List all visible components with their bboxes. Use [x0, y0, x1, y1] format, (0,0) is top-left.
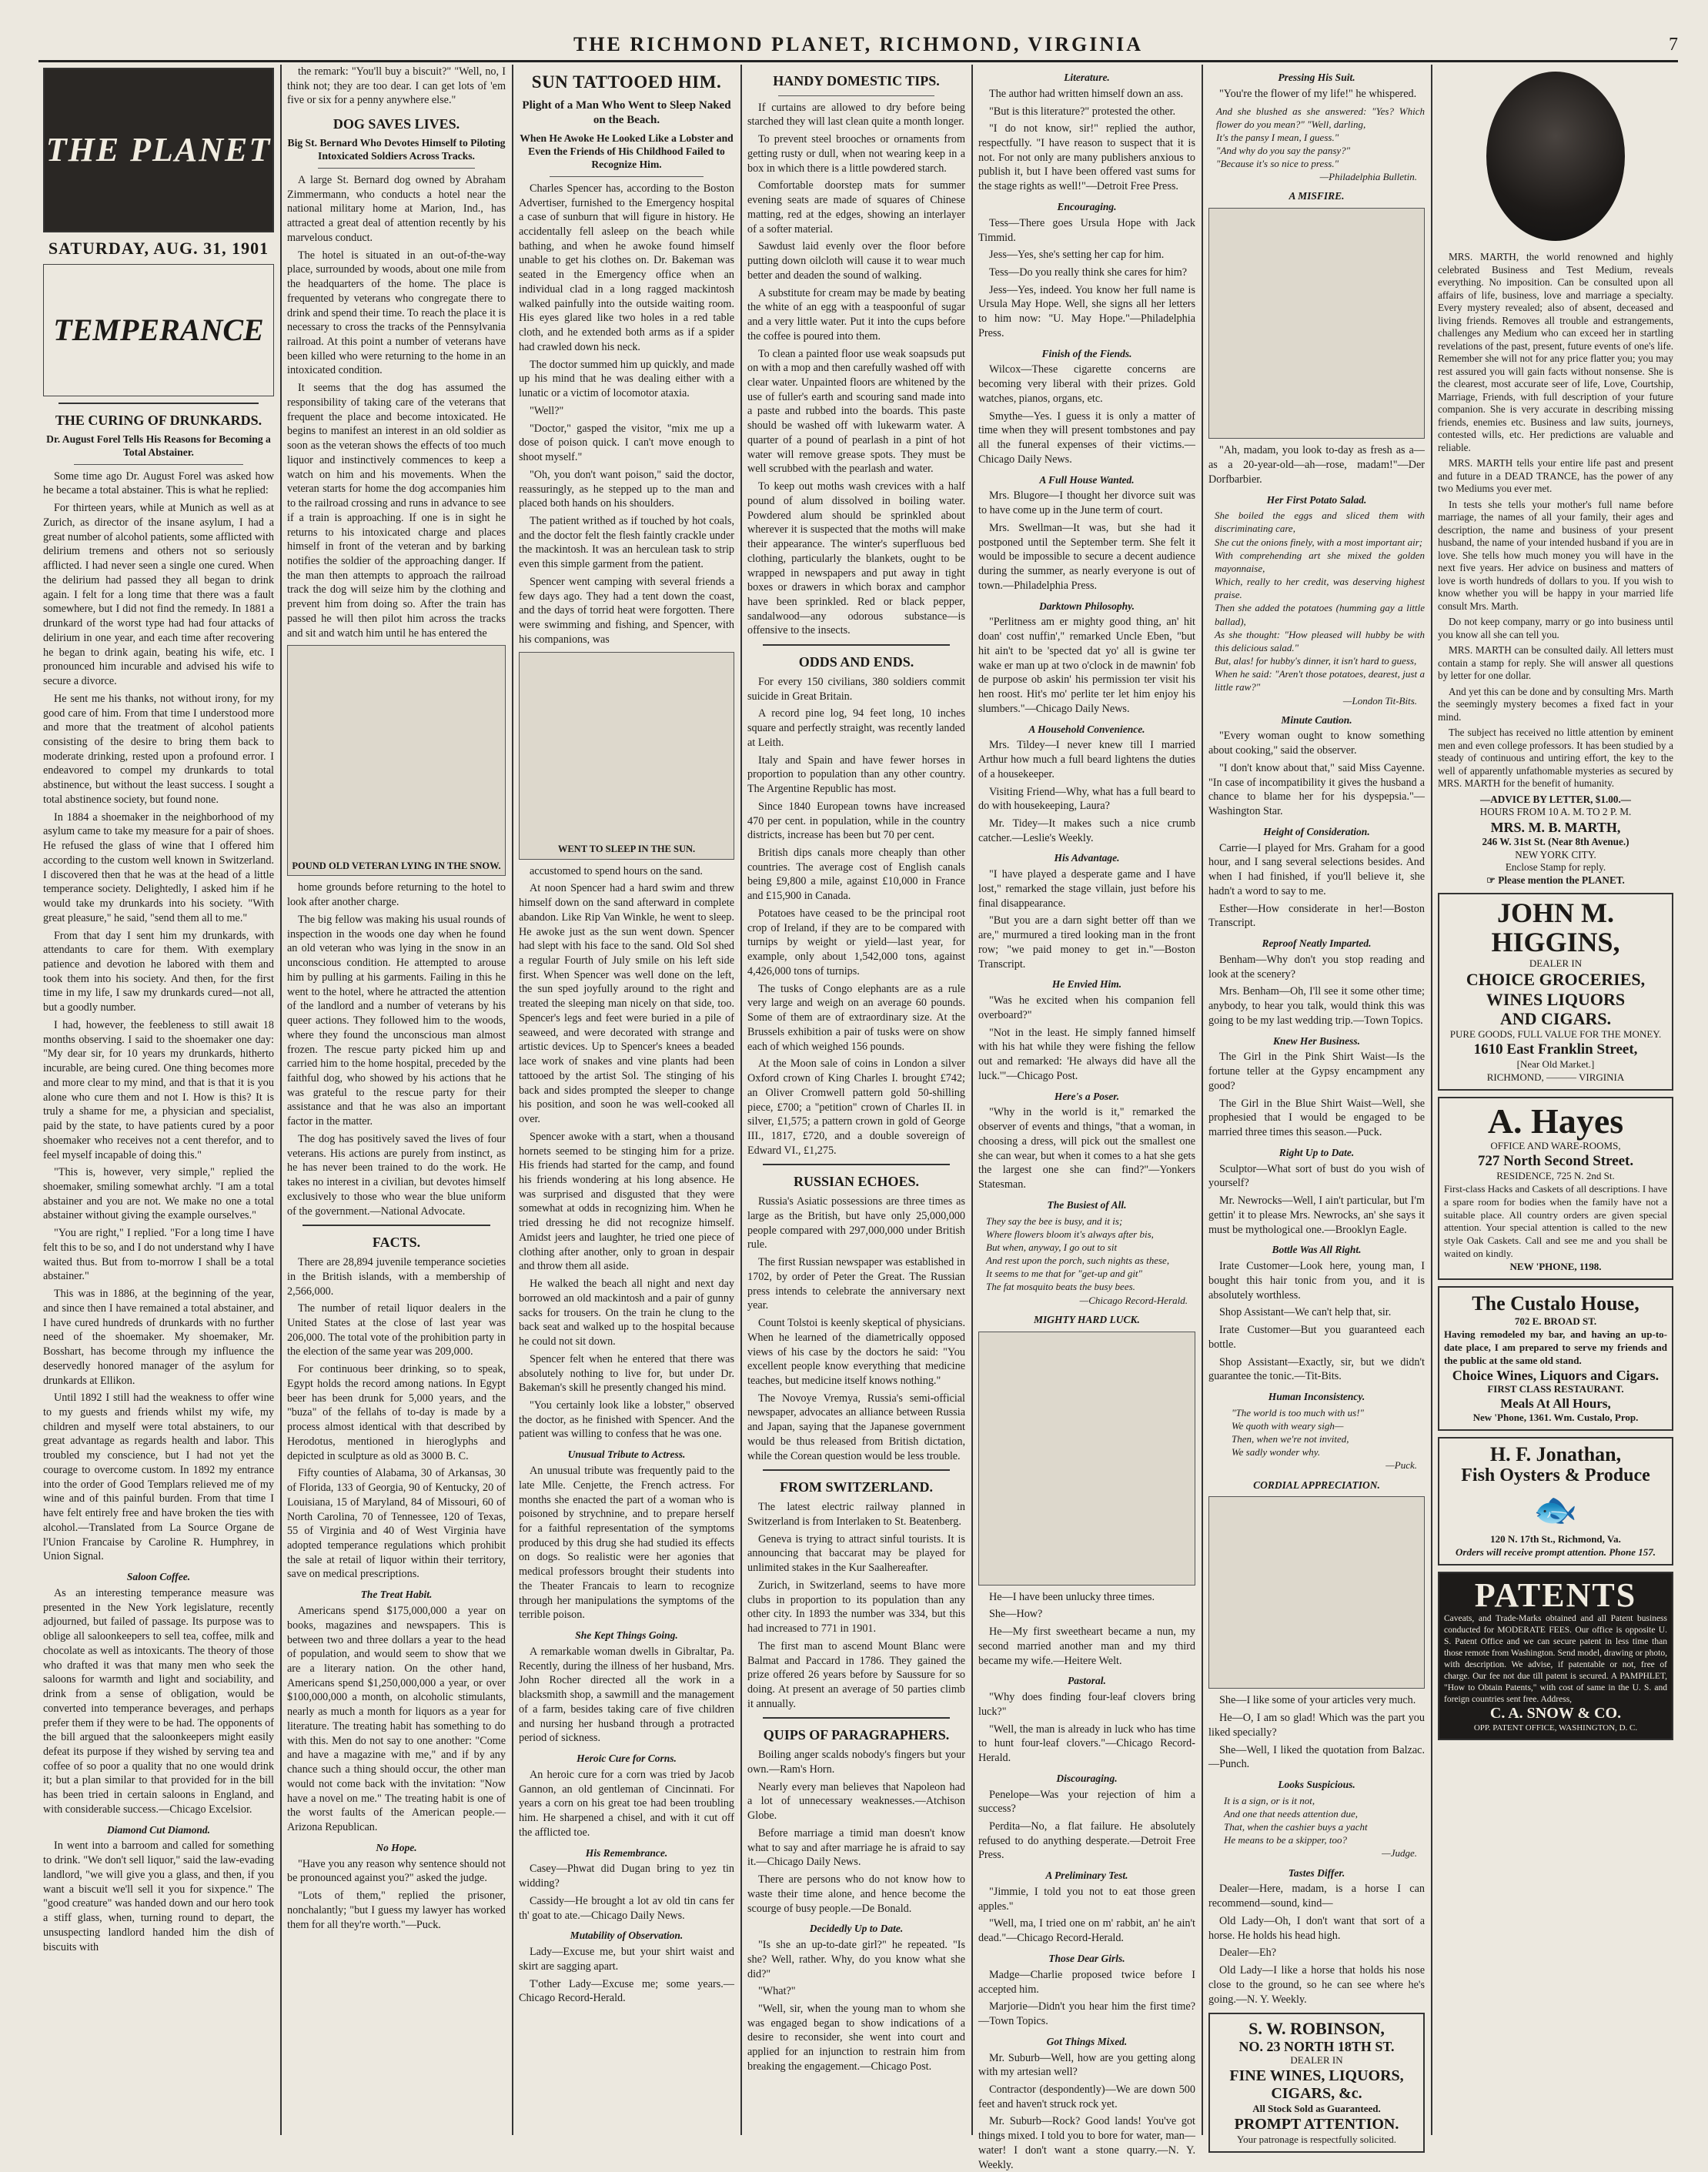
paragraph: To prevent steel brooches or ornaments from getting rusty or dull, when not wearing keep in a box in which there is a little powdered starch. — [747, 133, 965, 175]
illustration-caption: "Ah, madam, you look to-day as fresh as a—as a 20-year-old—ah—rose, madam!"—Der Dorfbarbier. — [1208, 444, 1425, 486]
section-heading: Human Inconsistency. — [1268, 1390, 1365, 1402]
paragraph: "I don't know about that," said Miss Cayenne. "In case of incompatibility it gives the husband a chance to blame her for his dyspepsia."—Washington Star. — [1208, 761, 1425, 818]
paragraph: She—Well, I liked the quotation from Balzac.—Punch. — [1208, 1743, 1425, 1771]
section-heading: Mutability of Observation. — [570, 1930, 684, 1942]
paragraph: A record pine log, 94 feet long, 10 inches square and perfectly straight, was recently landed at Leith. — [747, 707, 965, 749]
paragraph: The number of retail liquor dealers in the United States at the close of last year was 206,000. The total vote of the prohibition party in the election of the same year was 209,000. — [287, 1302, 506, 1358]
paragraph: Fifty counties of Alabama, 30 of Arkansas, 30 of Florida, 133 of Georgia, 90 of Kentucky, 20 of Louisiana, 15 of Maryland, 84 of Missouri, 60 of North Carolina, 70 of Tennessee, 120 of Texas, 55 of Virginia and 40 of West Virginia have adopted temperance regulations which prohibit the sale at retail of liquor within their territory, save on medical prescriptions. — [287, 1467, 506, 1581]
paragraph: The tusks of Congo elephants are as a rule very large and weigh on an average 60 pounds. Some of them are of extraordinary size. At the Brussels exhibition a pair of tusks were on show each of which weighed 156 pounds. — [747, 982, 965, 1053]
paragraph: Russia's Asiatic possessions are three times as large as the British, but have only 25,000,000 people compared with 297,000,000 under British rule. — [747, 1195, 965, 1251]
paragraph: Visiting Friend—Why, what has a full beard to do with housekeeping, Laura? — [978, 785, 1195, 813]
paragraph: Perdita—No, a flat failure. He absolutely refused to do anything desperate.—Detroit Free Press. — [978, 1820, 1195, 1862]
paragraph: "I have played a desperate game and I have lost," remarked the stage villain, just before his final disappearance. — [978, 868, 1195, 910]
paragraph: Some time ago Dr. August Forel was asked how he became a total abstainer. This is what he replied: — [43, 469, 274, 497]
paragraph: To clean a painted floor use weak soapsuds put on with a mop and then carefully washed off with clear water. Unpainted floors are whitened by the use of fuller's earth and scouring sand made into a paste and rubbed into the boards. This paste should be washed off with lukewarm water. A quarter of a pound of pearlash in a pint of hot water will remove grease spots. They must be well scrubbed with the pearlash and water. — [747, 347, 965, 476]
column-rule — [280, 65, 282, 2135]
section-heading: CORDIAL APPRECIATION. — [1253, 1479, 1380, 1491]
section-heading: Knew Her Business. — [1273, 1034, 1360, 1047]
paragraph: "Why does finding four-leaf clovers bring luck?" — [978, 1691, 1195, 1718]
paragraph: Geneva is trying to attract sinful tourists. It is announcing that baccarat may be played for unlimited stakes in the Kur Saalhereafter. — [747, 1532, 965, 1575]
section-heading: Here's a Poser. — [1054, 1090, 1120, 1102]
column-3 — [514, 65, 739, 2135]
paragraph: An heroic cure for a corn was tried by Jacob Gannon, an old gentleman of Cincinnati. For years a corn on his great toe had been troubling him. He sharpened a chisel, and with it cut off the afflicted toe. — [519, 1768, 734, 1839]
section-heading: RUSSIAN ECHOES. — [793, 1174, 920, 1190]
paragraph: The latest electric railway planned in Switzerland is from Interlaken to St. Beatenberg. — [747, 1501, 965, 1528]
paragraph: Comfortable doorstep mats for summer evening seats are made of squares of Chinese matting, red at the edges, showing an interlayer of a softer material. — [747, 179, 965, 236]
paragraph: MRS. MARTH, the world renowned and highly celebrated Business and Test Medium, reveals everything. No imposition. Can be consulted upon all affairs of life, business, love and marriage a specialty. Every mystery revealed; also of absent, deceased and living friends. Removes all trouble and estrangements, challenges any Medium who can exceed her in startling revelations of the past, present, future events of one's life. Remember she will not for any price flatter you; you may rest assured you will gain facts without nonsense. She is the clearest, most accurate seer of life, Love, Courtship, Marriage, Friends, with full description of your future companion. She is very accurate in describing missing friends, enemies etc. Business and law suits, journeys, contested wills, etc. Her predictions are valuable and reliable. — [1438, 251, 1673, 453]
article-subtitle: Big St. Bernard Who Devotes Himself to Piloting Intoxicated Soldiers Across Tracks. — [287, 136, 506, 162]
paragraph: The hotel is situated in an out-of-the-way place, surrounded by woods, about one mile from the headquarters of the home. The place is frequented by veterans who congregate there to drink and spend their time. To reach the place it is necessary to cross the tracks of the Pennsylvania railroad. At this point a number of veterans have been killed who were returning to the home in an intoxicated condition. — [287, 249, 506, 377]
column-2 — [282, 65, 510, 2135]
paragraph: "Not in the least. He simply fanned himself with his hat while they were fishing the fellow out and remarked: 'He always did have all the luck.'"—Chicago Post. — [978, 1026, 1195, 1082]
paragraph: T'other Lady—Excuse me; some years.—Chicago Record-Herald. — [519, 1977, 734, 2005]
paragraph: The subject has received no little attention by eminent men and even college professors. It has been studied by a steady of continuous and untiring effort, the key to the well of apparently unfathomable mysteries as secured by MRS. MARTH for the benefit of humanity. — [1438, 727, 1673, 789]
ad-patents: PATENTS Caveats, and Trade-Marks obtained and all Patent business conducted for MODERATE FEES. Our office is opposite U. S. Patent Office and we can secure patent in less time than those remote from Washington. Send model, drawing or photo, with description. We advise, if patentable or not, free of charge. Our fee not due till patent is secured. A PAMPHLET, "How to Obtain Patents," with cost of same in the U. S. and foreign countries sent free. Address, C. A. SNOW & CO. OPP. PATENT OFFICE, WASHINGTON, D. C. — [1438, 1572, 1673, 1740]
paragraph: home grounds before returning to the hotel to look after another charge. — [287, 881, 506, 909]
section-heading: Discouraging. — [1056, 1772, 1118, 1784]
paragraph: "Was he excited when his companion fell overboard?" — [978, 994, 1195, 1021]
paragraph: The first Russian newspaper was established in 1702, by order of Peter the Great. The Russian press intends to celebrate the anniversary next year. — [747, 1256, 965, 1312]
paragraph: The dog has positively saved the lives of four veterans. His actions are purely from instinct, as he has never been trained to do the work. He takes no interest in a civilian, but devotes himself exclusively to those who wear the blue uniform of the government.—National Advocate. — [287, 1132, 506, 1218]
paragraph: If curtains are allowed to dry before being starched they will last clean quite a month longer. — [747, 101, 965, 129]
paragraph: Before marriage a timid man doesn't know what to say and after marriage he is afraid to say it.—Chicago Daily News. — [747, 1826, 965, 1869]
paragraph: Old Lady—I like a horse that holds his nose close to the ground, so he can see where he's going.—N. Y. Weekly. — [1208, 1964, 1425, 2006]
paragraph: Boiling anger scalds nobody's fingers but your own.—Ram's Horn. — [747, 1749, 965, 1776]
paragraph: From that day I sent him my drunkards, with attendants to care for them. With exemplary patience and devotion he labored with them and took them into his society. And then, for the first time in my life, I saw my drunkards cured—not all, but a goodly number. — [43, 929, 274, 1014]
paragraph: Mrs. Tildey—I never knew till I married Arthur how much a full beard lightens the duties of a housekeeper. — [978, 739, 1195, 780]
ad-hayes: A. Hayes OFFICE AND WARE-ROOMS, 727 North Second Street. RESIDENCE, 725 N. 2nd St. First-class Hacks and Caskets of all descriptions. I have a spare room for bodies when the family have not a suitable place. All country orders are given special attention. Your special attention is called to the new style Oak Caskets. Call and see me and you shall be waited on kindly. NEW 'PHONE, 1198. — [1438, 1097, 1673, 1280]
paragraph: Madge—Charlie proposed twice before I accepted him. — [978, 1968, 1195, 1996]
paragraph: "Jimmie, I told you not to eat those green apples." — [978, 1886, 1195, 1913]
paragraph: "Why in the world is it," remarked the observer of events and things, "that a woman, in choosing a dress, will pick out the smallest one she can wear, but when it comes to a hat she gets the largest one she can find?"—Yonkers Statesman. — [978, 1106, 1195, 1191]
section-heading: Minute Caution. — [1281, 713, 1352, 726]
paragraph: "Have you any reason why sentence should not be pronounced against you?" asked the judge. — [287, 1857, 506, 1885]
section-heading: Those Dear Girls. — [1048, 1952, 1125, 1964]
paragraph: The patient writhed as if touched by hot coals, and the doctor felt the flesh faintly crackle under the mackintosh. It was an herculean task to strip even this simple garment from the patient. — [519, 514, 734, 571]
column-rule — [1202, 65, 1203, 2135]
section-heading: Decidedly Up to Date. — [809, 1923, 904, 1935]
marth-stamp: Enclose Stamp for reply. — [1505, 861, 1606, 873]
column-1 — [38, 65, 279, 2135]
paragraph: For every 150 civilians, 380 soldiers commit suicide in Great Britain. — [747, 675, 965, 703]
section-heading: Reproof Neatly Imparted. — [1262, 937, 1372, 950]
paragraph: Mrs. Blugore—I thought her divorce suit was to have come up in the June term of court. — [978, 490, 1195, 517]
section-heading: Unusual Tribute to Actress. — [567, 1449, 686, 1461]
paragraph: Do not keep company, marry or go into business until you know all she can tell you. — [1438, 616, 1673, 640]
paragraph: Dealer—Here, madam, is a horse I can recommend—sound, kind— — [1208, 1883, 1425, 1910]
paragraph: "But you are a darn sight better off than we are," murmured a tired looking man in the front row; "we paid money to get in."—Boston Transcript. — [978, 914, 1195, 971]
article-subtitle: Dr. August Forel Tells His Reasons for Becoming a Total Abstainer. — [46, 433, 271, 458]
paragraph: Mr. Suburb—Rock? Good lands! You've got things mixed. I told you to bore for water, man—water! I don't want a stone quarry.—N. Y. Weekly. — [978, 2115, 1195, 2171]
section-heading: She Kept Things Going. — [575, 1629, 678, 1642]
paragraph: Italy and Spain and have fewer horses in proportion to population than any other country. The Argentine Republic has most. — [747, 754, 965, 796]
paragraph: the remark: "You'll buy a biscuit?" "Well, no, I think not; they are too dear. I can get lots of 'em five or six for a penny anywhere else." — [287, 65, 506, 107]
marth-portrait — [1438, 68, 1673, 245]
section-heading: Right Up to Date. — [1278, 1146, 1355, 1158]
paragraph: This was in 1886, at the beginning of the year, and since then I have remained a total abstainer, and I have cured hundreds of drunkards with no further need of the shoemaker. My shoemaker, Mr. Bosshart, has become through my influence the deservedly honored manager of the asylum for drunkards at Ellikon. — [43, 1288, 274, 1387]
paragraph: Nearly every man believes that Napoleon had a lot of unnecessary weaknesses.—Atchison Globe. — [747, 1780, 965, 1823]
section-heading: A Household Convenience. — [1028, 723, 1145, 735]
paragraph: A remarkable woman dwells in Gibraltar, Pa. Recently, during the illness of her husband, Mrs. John Rocher directed all the work in a blacksmith shop, a sawmill and the management of a farm, besides taking care of five children and nursing her husband through a protracted period of sickness. — [519, 1645, 734, 1745]
paragraph: Since 1840 European towns have increased 470 per cent. in population, while in the country districts, increase has been but 70 per cent. — [747, 800, 965, 842]
paragraph: Mrs. Benham—Oh, I'll see it some other time; anybody, to hear you talk, would think this was going to be my last wedding trip.—Town Topics. — [1208, 985, 1425, 1027]
poem: They say the bee is busy, and it is; Where flowers bloom it's always after bis, But when, anyway, I go out to sit And rest upon the porch, such nights as these, It seems to me that for "get-up and git" The fat mosquito beats the busy bees. —Chicago Record-Herald. — [986, 1215, 1188, 1306]
paragraph: "Well?" — [530, 404, 564, 417]
advice-line: —ADVICE BY LETTER, $1.00.— — [1480, 793, 1631, 805]
paragraph: Sculptor—What sort of bust do you wish of yourself? — [1208, 1162, 1425, 1190]
section-heading: Finish of the Fiends. — [1041, 347, 1132, 359]
article-subtitle: Plight of a Man Who Went to Sleep Naked on the Beach. — [522, 99, 731, 127]
paragraph: In went into a barroom and called for something to drink. "We don't sell liquor," said the law-evading landlord, "we will give you a glass, and then, if you want a biscuit we'll sell it you for sixpence." The "good creature" was handed down and our hero took a stiff glass, when, turning round to depart, the unsuspecting landlord handed him the dish of biscuits with — [43, 1840, 274, 1953]
article-title: HANDY DOMESTIC TIPS. — [773, 73, 940, 89]
issue-date: SATURDAY, AUG. 31, 1901 — [48, 239, 269, 258]
section-heading: Literature. — [1064, 72, 1110, 83]
paragraph: He—My first sweetheart became a nun, my second married another man and my third became my wife.—Heitere Welt. — [978, 1626, 1195, 1667]
column-7 — [1433, 65, 1678, 2135]
paragraph: Carrie—I played for Mrs. Graham for a good hour, and I sang several selections besides. And when I had finished, if you'll believe it, she hadn't a word to say to me. — [1208, 841, 1425, 897]
section-heading: Saloon Coffee. — [126, 1571, 191, 1583]
paragraph: Until 1892 I still had the weakness to offer wine to my guests and friends whilst my wife, my children and myself were total abstainers, to our great advantage as regards health and labor. This troubled my conscience, but I had not yet the courage to overcome custom. In 1892 my entrance into the order of Good Templars relieved me of my wine and of this painful burden. From that time I have felt entirely free and have broken the ties with alcohol.—Translated from La Source Organe de l'Union Francaise by Caroline R. Humphrey, in Union Signal. — [43, 1392, 274, 1563]
illustration-caption: POUND OLD VETERAN LYING IN THE SNOW. — [292, 860, 501, 871]
column-rule — [1431, 65, 1432, 2135]
masthead-title: THE RICHMOND PLANET, RICHMOND, VIRGINIA — [573, 33, 1144, 55]
paragraph: Mr. Suburb—Well, how are you getting along with my artesian well? — [978, 2051, 1195, 2079]
paragraph: Sawdust laid evenly over the floor before putting down oilcloth will cause it to wear much better and deaden the sound of walking. — [747, 240, 965, 282]
poem: It is a sign, or is it not, And one that needs attention due, That, when the cashier buys a yacht He means to be a skipper, too? —Judge. — [1224, 1794, 1417, 1860]
paragraph: To keep out moths wash crevices with a half pound of alum dissolved in boiling water. Powdered alum should be sprinkled about wherever it is suspected that the moths will make their appearance. The winter's superfluous bed clothing, particularly the blankets, ought to be wrapped in newspapers and put away in tight boxes or drawers in which borax and camphor have been sprinkled. Red or black pepper, sandalwood—any odorous substance—is offensive to the insects. — [747, 480, 965, 637]
paragraph: There are 28,894 juvenile temperance societies in the British islands, with a membership of 2,566,000. — [287, 1256, 506, 1298]
poem: And she blushed as she answered: "Yes? Which flower do you mean?" "Well, darling, It's the pansy I mean, I guess." "And why do you say the pansy?" "Because it's so nice to press." —Philadelphia Bulletin. — [1216, 105, 1425, 183]
paragraph: "You are right," I replied. "For a long time I have felt this to be so, and I do not understand why I have waited thus. But from to-morrow I shall be a total abstainer." — [43, 1227, 274, 1283]
section-heading: Looks Suspicious. — [1278, 1779, 1355, 1791]
paragraph: An unusual tribute was frequently paid to the late Mlle. Cenjette, the French actress. For months she enacted the part of a woman who is poisoned by strychnine, and to prepare herself for a faithful representation of the symptoms produced by this drug she had studied its effects on dogs. So realistic were her agonies that medical professors brought their students into the Theater Francais to learn to recognize through her manipulations the symptoms of the terrible poison. — [519, 1465, 734, 1622]
paragraph: "Lots of them," replied the prisoner, nonchalantly; "but I guess my lawyer has worked them for all they're worth."—Puck. — [287, 1890, 506, 1931]
paragraph: Spencer felt when he entered that there was absolutely nothing to live for, but under Dr. Bakeman's skill he presently changed his mind. — [519, 1352, 734, 1395]
paragraph: It seems that the dog has assumed the responsibility of taking care of the veterans that frequent the place and become intoxicated. He begins to manifest an interest in an old soldier as soon as the veteran shows the effects of too much liquor and instinctively commences to keep a watch on him and his movements. When the veteran starts for home the dog accompanies him to the railroad crossing and runs in advance to see if a train is approaching. If one is in sight he returns to his intoxicated charge and places himself in front of the veteran and by barking notifies the soldier of the approaching danger. If the man then attempts to approach the railroad track the dog will seize him by the clothing and prevent him from doing so. After the train has passed he will then pilot him across the tracks and sit and watch him until he has entered the — [287, 382, 506, 640]
paragraph: The first man to ascend Mount Blanc were Balmat and Paccard in 1786. They gained the prize offered 26 years before by Saussure for so doing. At present an average of 50 parties climb it annually. — [747, 1639, 965, 1710]
paragraph: "Is she an up-to-date girl?" he repeated. "Is she? Well, rather. Why, do you know what she did?" — [747, 1939, 965, 1980]
paragraph: Tess—There goes Ursula Hope with Jack Timmid. — [978, 216, 1195, 244]
paragraph: Jess—Yes, she's setting her cap for him. — [989, 249, 1165, 262]
illustration-caption: WENT TO SLEEP IN THE SUN. — [557, 844, 696, 855]
paragraph: "Well, sir, when the young man to whom she was engaged began to show indications of a desire to reconsider, she went into court and applied for an injunction to restrain him from breaking the engagement.—Chicago Post. — [747, 2003, 965, 2073]
section-heading: A Preliminary Test. — [1045, 1870, 1128, 1882]
paragraph: Marjorie—Didn't you hear him the first time?—Town Topics. — [978, 2000, 1195, 2027]
paragraph: Dealer—Eh? — [1219, 1946, 1277, 1960]
paragraph: Cassidy—He brought a lot av old tin cans fer th' goat to ate.—Chicago Daily News. — [519, 1894, 734, 1922]
section-heading: Tastes Differ. — [1288, 1866, 1345, 1879]
paragraph: "This is, however, very simple," replied the shoemaker, smiling somewhat archly. "I am a total abstainer and you are not. We make no one a total abstainer without giving the example ourselves." — [43, 1166, 274, 1222]
paragraph: Smythe—Yes. I guess it is only a matter of time when they will present tombstones and pay all the funeral expenses of their victims.—Chicago Daily News. — [978, 409, 1195, 466]
temperance-banner: TEMPERANCE — [43, 264, 274, 396]
column-rule — [512, 65, 513, 2135]
paragraph: "Well, ma, I tried one on m' rabbit, an' he ain't dead."—Chicago Record-Herald. — [978, 1917, 1195, 1945]
section-heading: MIGHTY HARD LUCK. — [1034, 1313, 1140, 1325]
article-title: DOG SAVES LIVES. — [333, 116, 460, 132]
marth-address: 246 W. 31st St. (Near 8th Avenue.) — [1482, 836, 1629, 847]
paragraph: MRS. MARTH can be consulted daily. All letters must contain a stamp for reply. She will answer all questions by letter for one dollar. — [1438, 644, 1673, 681]
marth-name: MRS. M. B. MARTH, — [1490, 819, 1621, 835]
section-heading: Diamond Cut Diamond. — [107, 1823, 210, 1836]
section-heading: ODDS AND ENDS. — [798, 654, 914, 670]
paragraph: Irate Customer—Look here, young man, I bought this hair tonic from you, and it is absolutely worthless. — [1208, 1260, 1425, 1302]
paragraph: As an interesting temperance measure was presented in the New York legislature, recently adjourned, but failed of passage. Its purpose was to oblige all saloonkeepers to sell tea, coffee, milk and chocolate as well as intoxicants. The theory of those who drafted it was that many men who seek the saloons for warmth and light and sociability, and drink from a sense of obligation, would be converted into temperance beverages, and perhaps prefer them if they were to be had. The opponents of the bill argued that the saloonkeepers might easily defeat its purpose if they wished by serving tea and coffee of so poor a quality that no one would drink it; but a plan similar to that provided for in the bill has been tried in certain saloons in England, and with considerable success.—Chicago Excelsior. — [43, 1586, 274, 1816]
paragraph: She—How? — [989, 1608, 1043, 1621]
article-subtitle: When He Awoke He Looked Like a Lobster and Even the Friends of His Childhood Failed to Recognize Him. — [520, 132, 734, 170]
paragraph: For continuous beer drinking, so to speak, Egypt holds the record among nations. In Egypt beer has been drunk for 5,000 years, and the "buza" of the fellahs of to-day is made by a process almost identical with that described by Herodotus, mentioned in hieroglyphs and depicted in sculpture as old as 3000 B. C. — [287, 1363, 506, 1462]
paragraph: The Novoye Vremya, Russia's semi-official newspaper, advocates an alliance between Russia and Japan, saying that the Japanese government would be thus released from British dictation, while the Corean question would be less trouble. — [747, 1392, 965, 1462]
section-heading: Pastoral. — [1068, 1675, 1106, 1687]
paragraph: Wilcox—These cigarette concerns are becoming very liberal with their prizes. Gold watches, pianos, organs, etc. — [978, 363, 1195, 405]
paragraph: MRS. MARTH tells your entire life past and present and future in a DEAD TRANCE, has the power of any two Mediums you ever met. — [1438, 457, 1673, 494]
illustration-couple — [978, 1332, 1195, 1586]
paragraph: Spencer awoke with a start, when a thousand hornets seemed to be stinging him for a prize. His friends had started for the camp, and found his friends wondering at his long absence. He was surprised and disgusted that they were somewhat at odds in recognizing him. When he tried dressing he did not recognize himself. Amidst jeers and laughter, he tried one piece of clothing after another, only to groan in despair and throw them all aside. — [519, 1130, 734, 1273]
section-heading: FACTS. — [372, 1235, 421, 1251]
section-heading: Pressing His Suit. — [1278, 72, 1355, 83]
paragraph: Mrs. Swellman—It was, but she had it postponed until the September term. She felt it would be impossible to secure a decent audience during the summer, as nearly everyone is out of town.—Philadelphia Press. — [978, 521, 1195, 592]
paragraph: Spencer went camping with several friends a few days ago. They had a tent down the coast, and the days of torrid heat were forgotten. There were swimming and fishing, and Spencer, with his companions, was — [519, 575, 734, 646]
section-heading: The Treat Habit. — [360, 1589, 433, 1601]
ad-jonathan: H. F. Jonathan, Fish Oysters & Produce 🐟 120 N. 17th St., Richmond, Va. Orders will receive prompt attention. Phone 157. — [1438, 1437, 1673, 1566]
section-heading: FROM SWITZERLAND. — [779, 1479, 934, 1495]
marth-city: NEW YORK CITY. — [1515, 848, 1596, 860]
paragraph: Lady—Excuse me, but your shirt waist and skirt are sagging apart. — [519, 1946, 734, 1973]
section-heading: Heroic Cure for Corns. — [577, 1753, 677, 1765]
section-heading: Bottle Was All Right. — [1272, 1244, 1362, 1256]
paragraph: "What?" — [758, 1985, 796, 1998]
paragraph: "But is this literature?" protested the other. — [989, 105, 1176, 118]
paragraph: At noon Spencer had a hard swim and threw himself down on the sand afterward in complete abandon. Like Rip Van Winkle, he went to sleep. He awoke just as the sun went down. Spencer had slept with his face to the sand. Old Sol shed a regular Fourth of July smile on his left side first. When Spencer was well done on the left, the sun sped joyfully around to the right and treated the sleeping man nicely on that side, too. Spencer's legs and feet were buried in a pile of seaweed, and were decorated with strange and artistic devices. Up to Spencer's knees a beaded lace work of snakes and vine plants had been tattooed by the artist Sol. The stinging of his back and sides prompted the sleeper to change his position, and soon he was well-cooked all over. — [519, 882, 734, 1126]
page-number: 7 — [1669, 34, 1678, 55]
article-title: SUN TATTOOED HIM. — [531, 72, 722, 92]
paragraph: Irate Customer—But you guaranteed each bottle. — [1208, 1324, 1425, 1351]
section-heading: Height of Consideration. — [1263, 825, 1370, 837]
paragraph: She—I like some of your articles very much. — [1219, 1694, 1416, 1707]
illustration-sleeper — [519, 652, 734, 860]
paragraph: There are persons who do not know how to waste their time alone, and hence become the scourge of busy people.—De Bonald. — [747, 1873, 965, 1915]
paragraph: He—O, I am so glad! Which was the part you liked specially? — [1208, 1712, 1425, 1739]
hours-line: HOURS FROM 10 A. M. TO 2 P. M. — [1479, 806, 1632, 817]
illustration-cordial — [1208, 1496, 1425, 1689]
paragraph: Casey—Phwat did Dugan bring to yez tin widding? — [519, 1863, 734, 1890]
section-heading: He Envied Him. — [1051, 978, 1122, 991]
column-4 — [743, 65, 970, 2135]
planet-logo: THE PLANET — [43, 68, 274, 232]
illustration-misfire — [1208, 208, 1425, 439]
paragraph: For thirteen years, while at Munich as well as at Zurich, as director of the insane asylum, I had a great number of alcohol patients, some afflicted with delirium tremens and others not so seriously afflicted. I had never seen a single one cured. When the delirium had passed they all began to drink again. I felt for a long time that there was a fault somewhere, but I did not find the remedy. In 1881 a drunkard of the worst type had had four attacks of delirium in one year, and each time after recovering he began to drink again, beating his wife, etc. I pronounced him incurable and advised his wife to secure a divorce. — [43, 502, 274, 688]
paragraph: "You certainly look like a lobster," observed the doctor, as he finished with Spencer. And the patient was willing to confess that he was one. — [519, 1399, 734, 1441]
section-heading: His Advantage. — [1054, 852, 1120, 864]
section-heading: QUIPS OF PARAGRAPHERS. — [763, 1727, 950, 1743]
article-title: THE CURING OF DRUNKARDS. — [55, 413, 262, 429]
paragraph: The doctor summed him up quickly, and made up his mind that he was dealing either with a lunatic or a victim of locomotor ataxia. — [519, 358, 734, 400]
masthead — [38, 29, 1678, 62]
ad-custalo: The Custalo House, 702 E. BROAD ST. Having remodeled my bar, and having an up-to-date place, I am prepared to serve my friends and the public at the same old stand. Choice Wines, Liquors and Cigars. FIRST CLASS RESTAURANT. Meals At All Hours, New 'Phone, 1361. Wm. Custalo, Prop. — [1438, 1286, 1673, 1430]
paragraph: "Well, the man is already in luck who has time to hunt four-leaf clovers."—Chicago Record-Herald. — [978, 1723, 1195, 1764]
section-heading: Got Things Mixed. — [1046, 2035, 1128, 2047]
paragraph: Shop Assistant—Exactly, sir, but we didn't guarantee the tonic.—Tit-Bits. — [1208, 1355, 1425, 1383]
paragraph: Old Lady—Oh, I don't want that sort of a horse. He holds his head high. — [1208, 1914, 1425, 1942]
paragraph: He—I have been unlucky three times. — [989, 1590, 1155, 1603]
section-heading: Darktown Philosophy. — [1038, 600, 1135, 612]
paragraph: And yet this can be done and by consulting Mrs. Marth the seemingly mystery becomes a fixed fact in your mind. — [1438, 685, 1673, 723]
ad-higgins: JOHN M. HIGGINS, DEALER IN CHOICE GROCERIES, WINES LIQUORS AND CIGARS. PURE GOODS, FULL VALUE FOR THE MONEY. 1610 East Franklin Street, [Near Old Market.] RICHMOND, ——— VIRGINIA — [1438, 893, 1673, 1091]
paragraph: "Every woman ought to know something about cooking," said the observer. — [1208, 730, 1425, 757]
paragraph: Count Tolstoi is keenly skeptical of physicians. When he learned of the diametrically opposed views of his case by the doctors he said: "You excellent people know everything that medicine teaches, but medicine itself knows nothing." — [747, 1317, 965, 1387]
paragraph: Esther—How considerate in her!—Boston Transcript. — [1208, 902, 1425, 930]
paragraph: Charles Spencer has, according to the Boston Advertiser, furnished to the Emergency hospital a case of sunburn that will figure in history. He accidentally fell asleep on the beach while bathing, and when he awoke found himself unable to get his clothes on. Dr. Bakeman was seated in the Emergency office when an individual clad in a long ragged mackintosh walked painfully into the outside waiting room. His eyes glared like two holes in a red table cloth, and he extended both arms as if a spider had crawled down his neck. — [519, 182, 734, 353]
paragraph: Americans spend $175,000,000 a year on books, magazines and newspapers. This is between two and three dollars a year to the head of population, and would seem to show that we are a literary nation. On the other hand, Americans spend $1,250,000,000 a year, or over $100,000,000 a month, on alcoholic stimulants, nearly as much a month for liquors as a year for literature. The treating habit has something to do with this. Men do not say to one another: "Come and have a magazine with me," and if by any chance such a thing should occur, the other man would not come back with the invitation: "Now have a novel on me." The treating habit is one of the worst faults of the American people.—Arizona Republican. — [287, 1605, 506, 1834]
paragraph: "Perlitness am er mighty good thing, an' hit doan' cost nuffin'," remarked Uncle Eben, "but hit ain't to be 'spected dat yo' all is gwine ter wake er man up at two o'clock in de mawnin' fob de purpose ob askin' his permission ter visit his hen roost. Hit's mo' perlite ter let him enjoy his slumbers."—Chicago Daily News. — [978, 616, 1195, 715]
paragraph: accustomed to spend hours on the sand. — [530, 864, 703, 877]
poem: "The world is too much with us!" We quoth with weary sigh— Then, when we're not invited, We sadly wonder why. —Puck. — [1232, 1406, 1417, 1472]
paragraph: Mr. Newrocks—Well, I ain't particular, but I'm gettin' it to please Mrs. Newrocks, an' she says it must be mythological one.—Brooklyn Eagle. — [1208, 1195, 1425, 1236]
paragraph: The Girl in the Blue Shirt Waist—Well, she prophesied that I would be engaged to be married three times this season.—Puck. — [1208, 1097, 1425, 1139]
paragraph: A large St. Bernard dog owned by Abraham Zimmermann, who conducts a hotel near the national military home at Marion, Ind., has attracted a great deal of attention recently by his marvelous conduct. — [287, 173, 506, 244]
paragraph: The big fellow was making his usual rounds of inspection in the woods one day when he found an old veteran who was lying in the snow in an unconscious condition. He attempted to arouse him by pulling at his garments. Failing in this he went to the hotel, where he attracted the attention of the landlord and a number of veterans by his queer actions. They followed him to the woods, where they found the unconscious man almost frozen. The rescue party picked him up and carried him to the home hospital, preceded by the faithful dog, who showed by his actions that he was grateful to the rescue party for their assistance and that he was also an important factor in the matter. — [287, 913, 506, 1128]
fish-icon: 🐟 — [1533, 1490, 1578, 1530]
paragraph: Tess—Do you really think she cares for him? — [989, 266, 1188, 279]
paragraph: Penelope—Was your rejection of him a success? — [978, 1788, 1195, 1816]
paragraph: Jess—Yes, indeed. You know her full name is Ursula May Hope. Well, she signs all her letters to him now: "U. May Hope."—Philadelphia Press. — [978, 283, 1195, 339]
paragraph: The author had written himself down an ass. — [989, 87, 1184, 100]
paragraph: Potatoes have ceased to be the principal root crop of Ireland, if they are to be compared with turnips by weight or yield—last year, for example, only about 1,542,000 tons, against 4,426,000 tons of turnips. — [747, 907, 965, 977]
section-heading: Her First Potato Salad. — [1266, 493, 1367, 506]
paragraph: Mr. Tidey—It makes such a nice crumb catcher.—Leslie's Weekly. — [978, 817, 1195, 844]
paragraph: A substitute for cream may be made by beating the white of an egg with a teaspoonful of sugar and a very little water. Put it into the cups before the coffee is poured into them. — [747, 286, 965, 343]
section-heading: The Busiest of All. — [1047, 1198, 1127, 1211]
paragraph: He walked the beach all night and next day borrowed an old mackintosh and a pair of gunny sacks for trousers. On the train he clung to the back seat and walked up to the hospital because he could not sit down. — [519, 1278, 734, 1348]
paragraph: British dips canals more cheaply than other countries. The average cost of English canals being £9,800 a mile, against £10,000 in France and £15,900 in Canada. — [747, 847, 965, 903]
paragraph: At the Moon sale of coins in London a silver Oxford crown of King Charles I. brought £742; an Oliver Cromwell pattern gold 50-shilling piece, £700; a "petition" crown of Charles II. in silver, £1,575; a pattern crown in gold of George III., 1817, £720, and a double sovereign of Edward VI., £1,275. — [747, 1058, 965, 1157]
poem: She boiled the eggs and sliced them with discriminating care, She cut the onions finely, with a most important air; With comprehending art she mixed the golden mayonnaise, Which, really to her credit, was deserving highest praise. Then she added the potatoes (humming gay a little ballad), As she thought: "How pleased will hubby be with this delicious salad." But, alas! for hubby's dinner, it isn't hard to guess, When he said: "Aren't those potatoes, dearest, just a little raw?" —London Tit-Bits. — [1215, 510, 1425, 707]
paragraph: "You're the flower of my life!" he whispered. — [1219, 87, 1417, 100]
paragraph: "Oh, you don't want poison," said the doctor, reassuringly, as he stepped up to the man and placed both hands on his shoulders. — [519, 468, 734, 510]
mention-line: ☞ Please mention the PLANET. — [1486, 874, 1625, 886]
section-heading: Encouraging. — [1057, 200, 1117, 212]
column-rule — [971, 65, 973, 2135]
section-heading: No Hope. — [376, 1841, 417, 1853]
column-6 — [1204, 65, 1429, 2146]
section-heading: His Remembrance. — [585, 1846, 668, 1859]
ad-robinson: S. W. ROBINSON, NO. 23 NORTH 18TH ST. DEALER IN FINE WINES, LIQUORS, CIGARS, &c. All Stock Sold as Guaranteed. PROMPT ATTENTION. Your patronage is respectfully solicited. — [1208, 2013, 1425, 2153]
paragraph: Zurich, in Switzerland, seems to have more clubs in proportion to its population than any other city. In 1893 the number was 334, but this had increased to 771 in 1901. — [747, 1579, 965, 1636]
column-rule — [740, 65, 742, 2135]
paragraph: The Girl in the Pink Shirt Waist—Is the fortune teller at the Gypsy encampment any good? — [1208, 1051, 1425, 1092]
column-5 — [974, 65, 1200, 2171]
paragraph: I had, however, the feebleness to still await 18 months observing. I said to the shoemaker one day: "My dear sir, for 10 years my drunkards, hitherto incurable, are being cured. One thing becomes more and more clear to my mind, and that is that it is you alone who cure them and not I. How is this? It is truly a shame for me, a physician and specialist, paid by the state, to have patients cured by a poor shoemaker who receives not a cent therefor, and to feel myself incapable of doing this." — [43, 1018, 274, 1161]
paragraph: "I do not know, sir!" replied the author, respectfully. "I have reason to suspect that it is not. For not only are many publishers anxious to publish it, but I have been offered vast sums for the stage rights as well!"—Detroit Free Press. — [978, 122, 1195, 193]
section-heading: A MISFIRE. — [1289, 190, 1345, 202]
paragraph: "Doctor," gasped the visitor, "mix me up a dose of poison quick. I can't move enough to shoot myself." — [519, 422, 734, 464]
paragraph: He sent me his thanks, not without irony, for my good care of him. From that time I understood more and more that the treatment of alcohol patients consisting of the desire to bring them back to moderate drinking, rested upon a profound error. I endeavored to compel my drunkards to total abstinence, but without the least success. I sought a total abstinence society, but found none. — [43, 692, 274, 806]
illustration-dog — [287, 645, 506, 876]
paragraph: In tests she tells your mother's full name before marriage, the names of all your family, their ages and description, the name and business of your present husband, the name of your intended husband if you are in love. She tells how much money you will have in the next five years. Her advice on business and matters of love is worth hundreds of dollars to you. If you wish to know whether you will be happy in your married life consult Mrs. Marth. — [1438, 498, 1673, 612]
section-heading: A Full House Wanted. — [1039, 473, 1135, 486]
paragraph: Contractor (despondently)—We are down 500 feet and haven't struck rock yet. — [978, 2083, 1195, 2110]
paragraph: In 1884 a shoemaker in the neighborhood of my asylum came to take my measure for a pair of shoes. He refused the glass of wine that I offered him according to the custom well known in Switzerland. I discovered then that he was at the head of a little temperance society. Delightedly, I asked him if he would take my drunkards into his society. "With great pleasure," he said, "send them all to me." — [43, 810, 274, 924]
paragraph: Shop Assistant—We can't help that, sir. — [1219, 1306, 1392, 1319]
paragraph: Benham—Why don't you stop reading and look at the scenery? — [1208, 953, 1425, 981]
